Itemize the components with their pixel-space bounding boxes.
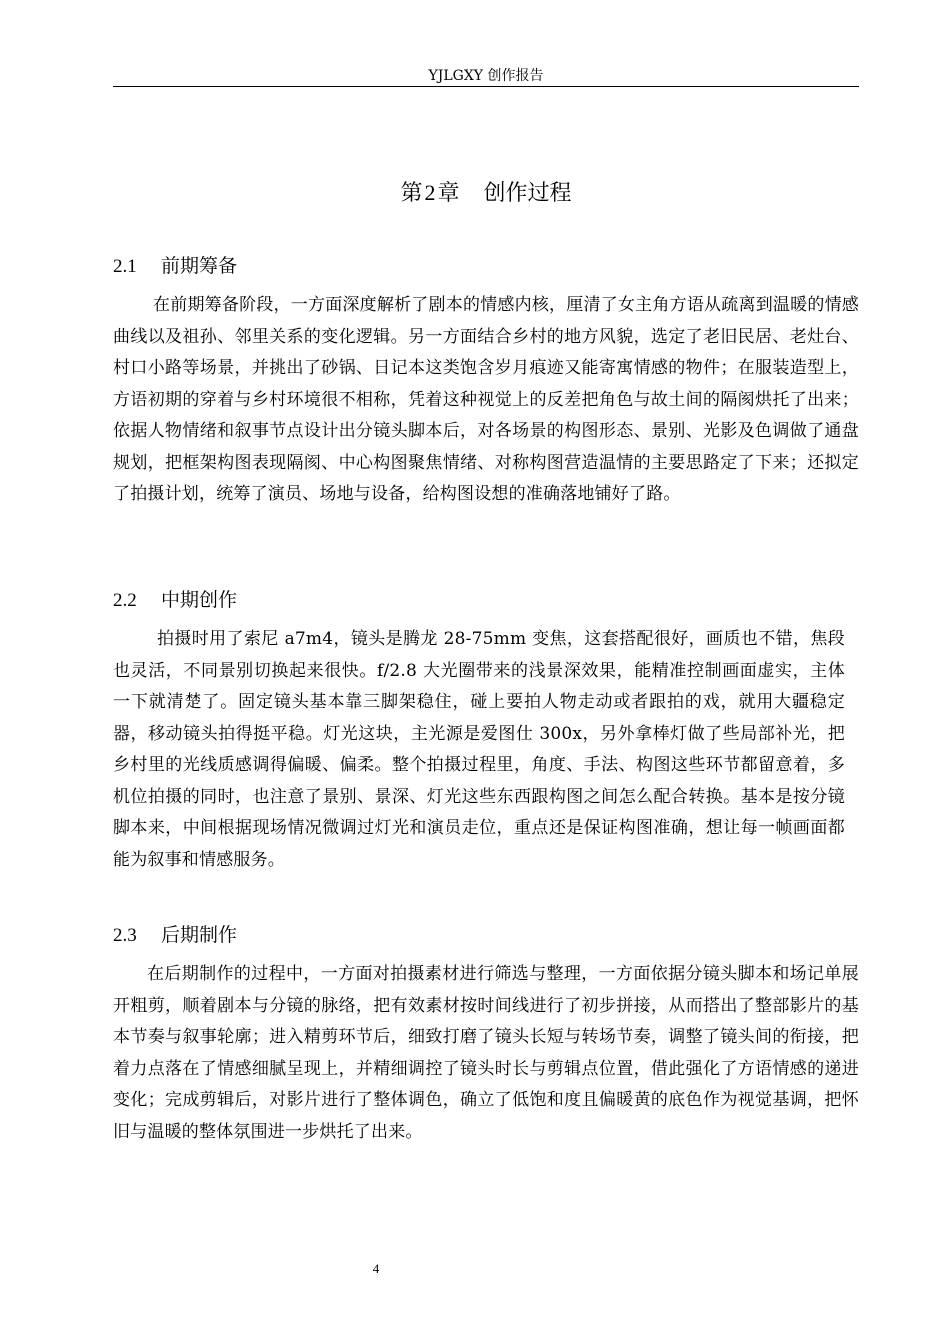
section-number: 2.3 xyxy=(113,925,137,946)
chapter-name: 创作过程 xyxy=(483,181,572,206)
chapter-title xyxy=(113,176,859,211)
section-heading-2-2 xyxy=(113,586,859,615)
page-number: 4 xyxy=(372,1261,380,1276)
chapter-prefix: 第 xyxy=(400,181,423,206)
section-title: 前期筹备 xyxy=(161,255,238,277)
section-body-2-1: 在前期筹备阶段，一方面深度解析了剧本的情感内核，厘清了女主角方语从疏离到温暖的情感曲线以及祖孙、邻里关系的变化逻辑。另一方面结合乡村的地方风貌，选定了老旧民居、老灶台、村口小路等场景，并挑出了砂锅、日记本这类饱含岁月痕迹又能寄寓情感的物件；在服装造型上，方语初期的穿着与乡村环境很不相称，凭着这种视觉上的反差把角色与故土间的隔阂烘托了出来；依据人物情绪和叙事节点设计出分镜头脚本后，对各场景的构图形态、景别、光影及色调做了通盘规划，把框架构图表现隔阂、中心构图聚焦情绪、对称构图营造温情的主要思路定了下来；还拟定了拍摄计划，统筹了演员、场地与设备，给构图设想的准确落地铺好了路。 xyxy=(113,295,859,504)
section-body-2-3: 在后期制作的过程中，一方面对拍摄素材进行筛选与整理，一方面依据分镜头脚本和场记单展开粗剪，顺着剧本与分镜的脉络，把有效素材按时间线进行了初步拼接，从而搭出了整部影片的基本节奏与叙事轮廓；进入精剪环节后，细致打磨了镜头长短与转场节奏，调整了镜头间的衔接，把着力点落在了情感细腻呈现上，并精细调控了镜头时长与剪辑点位置，借此强化了方语情感的递进变化；完成剪辑后，对影片进行了整体调色，确立了低饱和度且偏暖黄的底色作为视觉基调，把怀旧与温暖的整体氛围进一步烘托了出来。 xyxy=(113,964,859,1142)
section-heading-2-1 xyxy=(113,252,859,281)
section-number: 2.2 xyxy=(113,590,137,611)
section-title: 中期创作 xyxy=(161,589,238,611)
section-body-2-2: 拍摄时用了索尼 a7m4，镜头是腾龙 28-75mm 变焦，这套搭配很好，画质也不错，焦段也灵活，不同景别切换起来很快。f/2.8 大光圈带来的浅景深效果，能精准控制画面虚实，主体一下就清楚了。固定镜头基本靠三脚架稳住，碰上要拍人物走动或者跟拍的戏，就用大疆稳定器，移动镜头拍得挺平稳。灯光这块，主光源是爱图仕 300x，另外拿棒灯做了些局部补光，把乡村里的光线质感调得偏暖、偏柔。整个拍摄过程里，角度、手法、构图这些环节都留意着，多机位拍摄的同时，也注意了景别、景深、灯光这些东西跟构图之间怎么配合转换。基本是按分镜脚本来，中间根据现场情况微调过灯光和演员走位，重点还是保证构图准确，想让每一帧画面都能为叙事和情感服务。 xyxy=(113,629,845,870)
chapter-number: 2 xyxy=(424,180,436,205)
running-header: YJLGXY 创作报告 xyxy=(428,68,544,84)
section-title: 后期制作 xyxy=(161,924,238,946)
section-number: 2.1 xyxy=(113,256,137,277)
header-rule xyxy=(113,86,859,87)
section-heading-2-3 xyxy=(113,921,859,950)
chapter-suffix: 章 xyxy=(437,181,460,206)
